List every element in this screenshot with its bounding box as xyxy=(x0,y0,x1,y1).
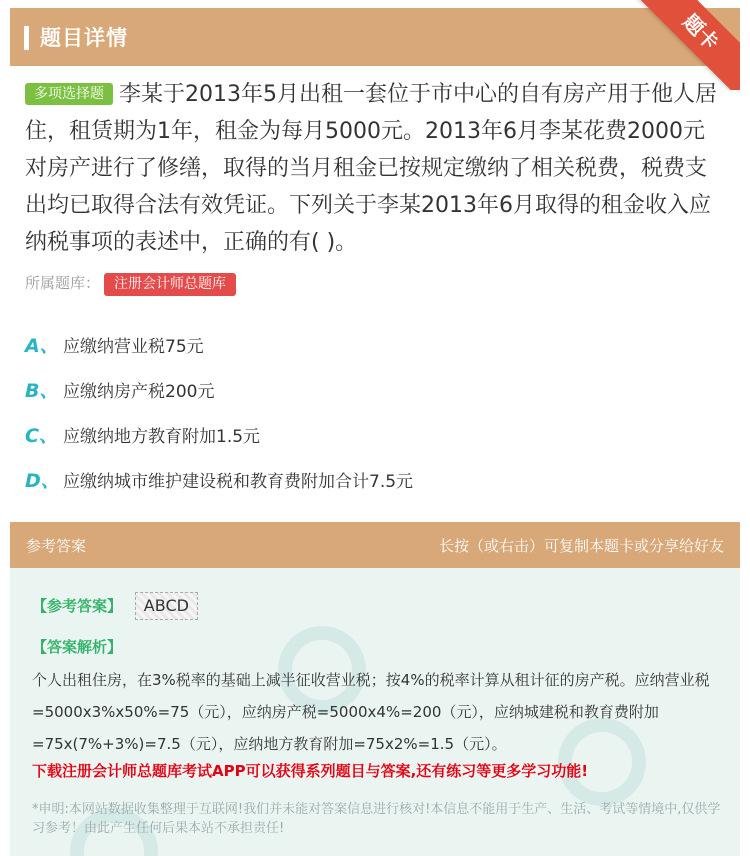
option-b[interactable] xyxy=(25,367,725,412)
option-c[interactable] xyxy=(25,412,725,457)
source-label: 所属题库： xyxy=(25,274,101,292)
option-letter: D、 xyxy=(25,470,60,492)
answer-bar-title: 参考答案 xyxy=(26,537,87,555)
app-promo-link[interactable]: 下载注册会计师总题库考试APP可以获得系列题目与答案,还有练习等更多学习功能! xyxy=(32,762,589,780)
corner-ribbon-label: 题卡 xyxy=(634,0,740,90)
option-text: 应缴纳地方教育附加1.5元 xyxy=(63,427,261,447)
option-a[interactable] xyxy=(25,322,725,367)
answer-value[interactable]: ABCD xyxy=(135,592,198,620)
answer-bar xyxy=(10,522,740,568)
question-text: 李某于2013年5月出租一套位于市中心的自有房产用于他人居住，租赁期为1年，租金为每月5000元。2013年6月李某花费2000元对房产进行了修缮，取得的当月租金已按规定缴纳了相关税费，税费支出均已取得合法有效凭证。下列关于李某2013年6月取得的租金收入应纳税事项的表述中，正确的有( )。 xyxy=(25,82,717,255)
option-letter: C、 xyxy=(25,425,58,447)
analysis-text: 个人出租住房，在3%税率的基础上减半征收营业税；按4%的税率计算从租计征的房产税。应纳营业税=5000x3%x50%=75（元），应纳房产税=5000x4%=200（元），应纳城建税和教育费附加=75x(7%+3%)=7.5（元），应纳地方教育附加=75x2%=1.5（元）。 xyxy=(32,671,710,753)
option-text: 应缴纳城市维护建设税和教育费附加合计7.5元 xyxy=(63,472,414,492)
header-accent xyxy=(24,26,29,50)
page-title: 题目详情 xyxy=(40,26,128,50)
option-text: 应缴纳营业税75元 xyxy=(63,337,204,357)
question-card xyxy=(10,0,740,856)
option-letter: B、 xyxy=(25,380,59,402)
answer-row xyxy=(32,592,198,620)
disclaimer-text: *申明:本网站数据收集整理于互联网!我们并未能对答案信息进行核对!本信息不能用于生产、生活、考试等情境中,仅供学习参考！由此产生任何后果本站不承担责任! xyxy=(32,802,721,836)
option-text: 应缴纳房产税200元 xyxy=(63,382,215,402)
analysis-label: 【答案解析】 xyxy=(32,638,123,656)
option-letter: A、 xyxy=(25,335,59,357)
share-hint: 长按（或右击）可复制本题卡或分享给好友 xyxy=(438,537,724,555)
options-list xyxy=(25,322,725,502)
answer-panel xyxy=(10,568,740,856)
option-d[interactable] xyxy=(25,457,725,502)
question-source xyxy=(25,272,236,296)
source-library-tag[interactable]: 注册会计师总题库 xyxy=(104,273,236,296)
question-type-badge: 多项选择题 xyxy=(25,83,113,105)
question-body xyxy=(25,76,725,261)
answer-label: 【参考答案】 xyxy=(32,597,123,615)
